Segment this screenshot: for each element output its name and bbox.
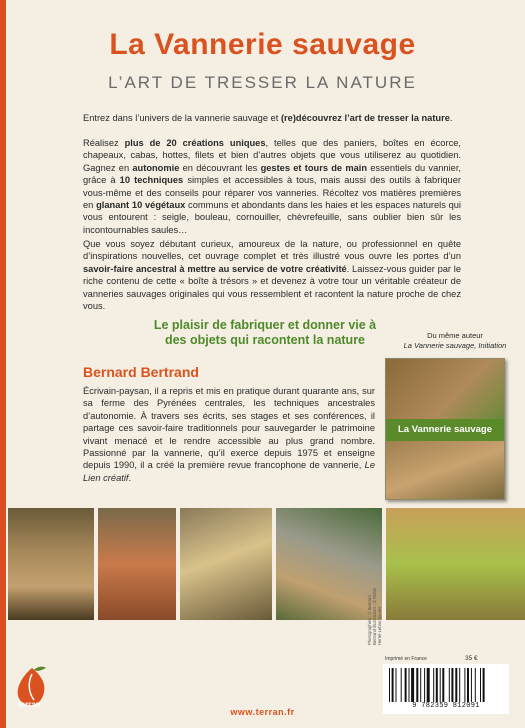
- p2-segment: essentiels du vannier, grâce à: [83, 162, 461, 186]
- basket-photo-2: [98, 508, 176, 620]
- basket-photo-5: [386, 508, 525, 620]
- related-book-cover: [385, 358, 505, 500]
- intro-paragraph-3: [83, 238, 461, 312]
- same-author-label: Du même auteur: [427, 331, 483, 340]
- p2-segment: simples et accessibles à tous, mais aussi des outils à fabriquer vous-même et des conseils pour réparer vos vanneries. Récoltez vos matières premières en: [83, 175, 461, 211]
- p2-segment: gestes et tours de main: [260, 162, 368, 173]
- isbn-barcode: [383, 664, 509, 714]
- author-bio: Écrivain-paysan, il a repris et mis en pratique durant quarante ans, sur sa ferme des Pyrénées centrales, les techniques ancestrales d’autonomie. À travers ses écrits, ses stages et ses conférences, il partage ces savoir-faire traditionnels pour sauvegarder le patrimoine vivant menacé et le rendre accessible au plus grand nombre. Passionné par la vannerie, qu’il exerce depuis 1975 et enseigne depuis 1990, il a créé la première revue francophone de vannerie, Le Lien créatif.: [83, 386, 375, 483]
- credits-text: Photographies : © Bernard Bertrand Illustrations : © Robin Hertel-Lebas-Soulier: [367, 587, 382, 645]
- isbn-number: 9 782359 812091: [412, 702, 480, 710]
- book-cover-title: La Vannerie sauvage: [386, 419, 504, 441]
- photo-strip: [8, 508, 525, 620]
- p3-segment: Que vous soyez débutant curieux, amoureux de la nature, ou professionnel en quête d’inspirations nouvelles, cet ouvrage complet et très illustré vous ouvre les portes d’un: [83, 239, 461, 262]
- p2-segment: glanant 10 végétaux: [96, 200, 186, 211]
- p2-segment: plus de 20 créations uniques: [124, 138, 266, 148]
- basket-photo-1: [8, 508, 94, 620]
- p3-segment: . Laissez-vous guider par le riche contenu de cette « boîte à trésors » et devenez à votre tour un véritable créateur de vanneries sauvages originales qui vous ressemblent et racontent la nature proche de chez vous.: [83, 263, 461, 312]
- basket-photo-3: [180, 508, 272, 620]
- logo-text: terran: [18, 700, 41, 709]
- book-cover-top-image: [386, 359, 504, 419]
- p2-segment: communs et abondants dans les haies et les espaces naturels qui vous entourent : seigle, bouleau, cornouiller, chèvrefeuille, sans oublier bien sûr les incontournables saules…: [83, 200, 461, 235]
- book-cover-bottom-image: [386, 441, 504, 499]
- same-author-caption: [385, 331, 525, 351]
- p2-segment: en découvrant les: [179, 162, 261, 173]
- tagline: Le plaisir de fabriquer et donner vie à des objets qui racontent la nature: [153, 318, 377, 347]
- website-url: www.terran.fr: [230, 707, 295, 717]
- p2-segment: Réalisez: [83, 138, 125, 148]
- p2-segment: 10 techniques: [119, 175, 184, 186]
- intro-paragraph-1: Entrez dans l’univers de la vannerie sauvage et (re)découvrez l’art de tresser la nature.: [83, 113, 453, 123]
- p3-segment: savoir-faire ancestral à mettre au service de votre créativité: [83, 263, 347, 274]
- book-title: La Vannerie sauvage: [109, 28, 416, 61]
- intro-paragraph-2: [83, 137, 461, 236]
- barcode-icon: [389, 668, 503, 702]
- printed-in-label: Imprimé en France: [385, 656, 427, 662]
- author-name: Bernard Bertrand: [83, 364, 199, 380]
- p2-segment: , telles que des paniers, boîtes en écorce, chapeaux, cabas, hottes, filets et bien d’autres objets que vous utiliserez au quotidien. Gagnez en: [83, 138, 461, 173]
- same-author-title: La Vannerie sauvage, Initiation: [403, 341, 507, 350]
- price-label: 35 €: [465, 655, 478, 662]
- p2-segment: autonomie: [132, 162, 180, 173]
- book-subtitle: L’ART DE TRESSER LA NATURE: [108, 73, 417, 92]
